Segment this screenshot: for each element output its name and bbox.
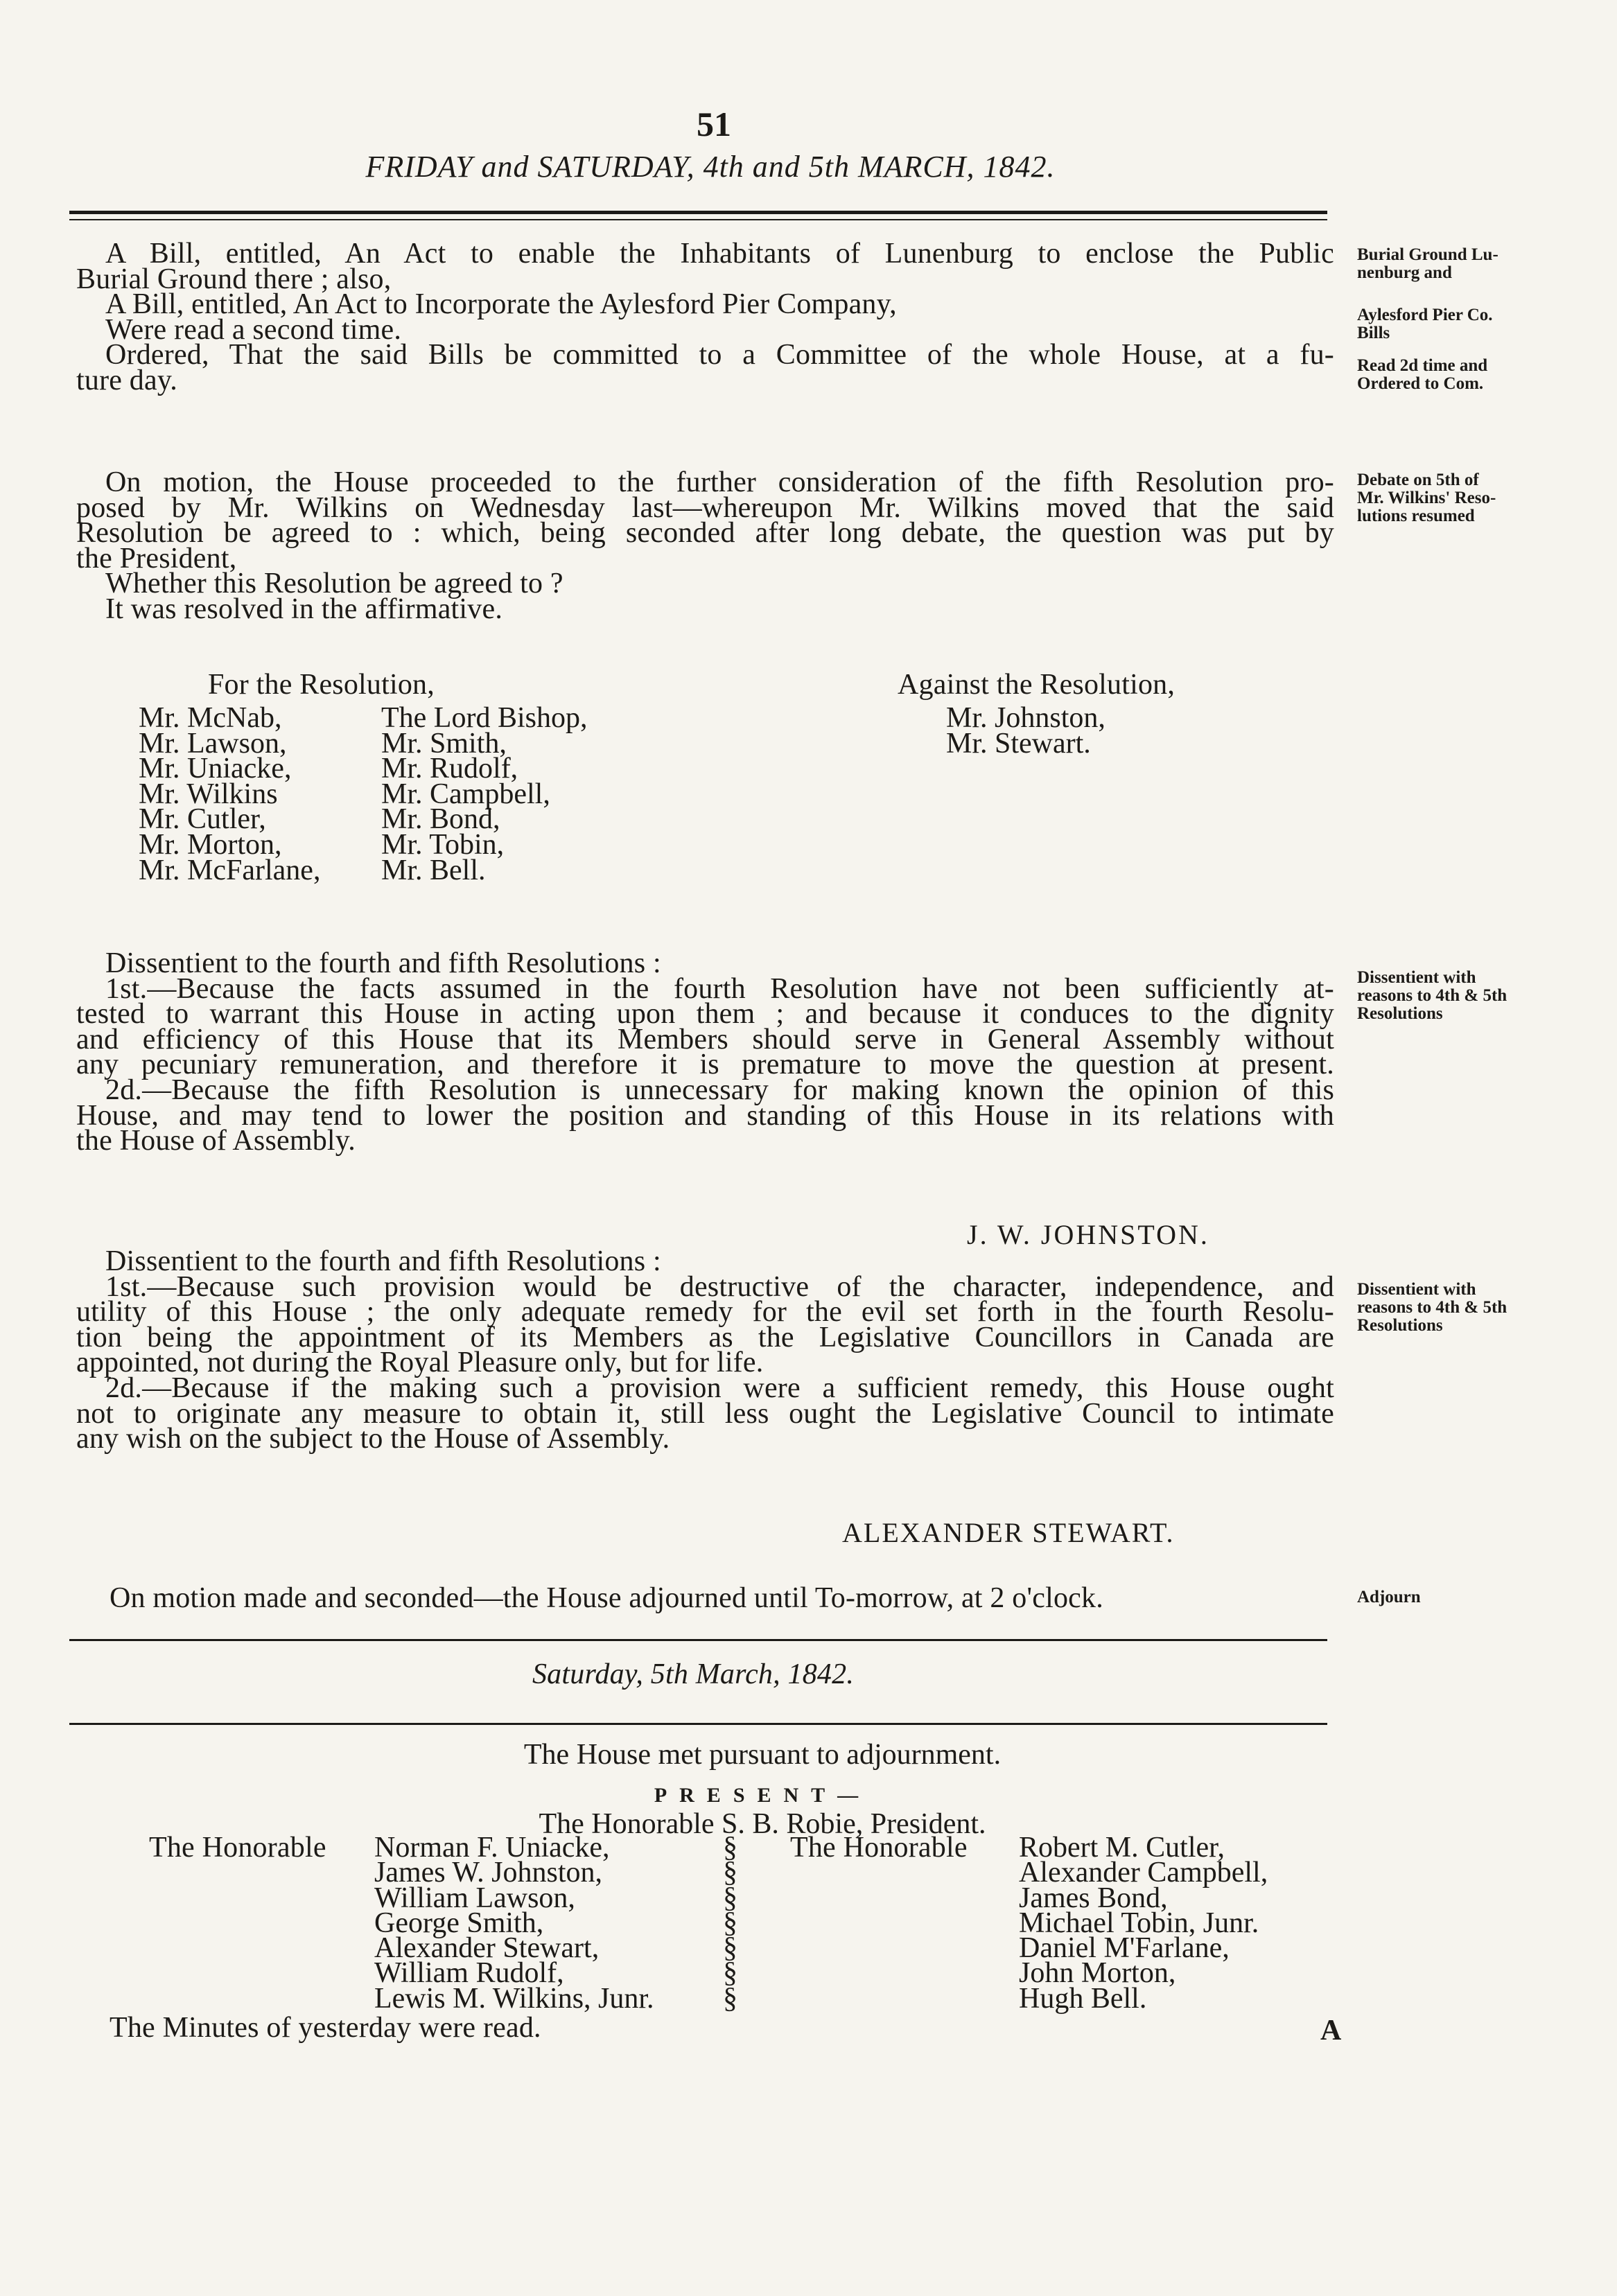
for-heading: For the Resolution, [208,669,435,701]
text-line: Dissentient to the fourth and fifth Resolutions : [105,1245,661,1277]
text-line: 2d.—Because the fifth Resolution is unnecessary for making known the opinion of this [105,1073,1334,1106]
voter-name: Mr. McFarlane, [139,854,321,886]
minutes-line: The Minutes of yesterday were read. [110,2012,541,2044]
against-heading: Against the Resolution, [898,669,1175,701]
voter-name: Mr. Cutler, [139,803,266,836]
present-label: PRESENT— [654,1784,871,1807]
voter-name: Mr. Smith, [381,727,507,760]
member-name: Daniel M'Farlane, [1019,1932,1230,1965]
voter-name: Mr. Bond, [381,803,500,836]
margin-note-dissent-a: Dissentient with reasons to 4th & 5th Resolutions [1357,968,1507,1023]
voter-name: Mr. Morton, [139,828,282,861]
text-line: the President, [76,542,237,575]
signature-stewart: ALEXANDER STEWART. [842,1517,1175,1548]
member-name: James W. Johnston, [374,1857,603,1889]
text-line: 2d.—Because if the making such a provision were a sufficient remedy, this House ought [105,1372,1334,1404]
margin-note-burial: Burial Ground Lu- nenburg and [1357,245,1498,282]
voter-name: Mr. Johnston, [946,702,1105,734]
voter-name: Mr. Campbell, [381,778,550,810]
margin-note-read2d: Read 2d time and Ordered to Com. [1357,356,1488,393]
margin-note-debate: Debate on 5th of Mr. Wilkins' Reso- lutions resumed [1357,471,1496,525]
member-name: Norman F. Uniacke, [374,1832,610,1864]
voter-name: Mr. Stewart. [946,727,1091,760]
voter-name: The Lord Bishop, [381,702,588,734]
voter-name: Mr. Lawson, [139,727,287,760]
members-right [1019,1832,1268,2015]
member-name: William Rudolf, [374,1957,564,1990]
bills-section [76,238,1334,396]
text-line: the House of Assembly. [76,1125,356,1157]
voter-name: Mr. McNab, [139,702,282,734]
text-line: Ordered, That the said Bills be committed to a Committee of the whole House, at a fu- [105,339,1334,371]
text-line: tested to warrant this House in acting upon them ; and because it conduces to the dignity [76,998,1334,1031]
member-name: Lewis M. Wilkins, Junr. [374,1982,654,2015]
voter-name: Mr. Tobin, [381,828,505,861]
text-line: and efficiency of this House that its Members should serve in General Assembly without [76,1023,1334,1055]
margin-note-dissent-b: Dissentient with reasons to 4th & 5th Resolutions [1357,1280,1507,1335]
against-list [946,702,1105,760]
text-line: posed by Mr. Wilkins on Wednesday last—whereupon Mr. Wilkins moved that the said [76,491,1334,524]
text-line: Dissentient to the fourth and fifth Resolutions : [105,947,661,979]
text-line: On motion, the House proceeded to the further consideration of the fifth Resolution pro- [105,466,1334,498]
voter-name: Mr. Bell. [381,854,486,886]
text-line: 1st.—Because such provision would be destructive of the character, independence, and [105,1270,1334,1303]
text-line: any pecuniary remuneration, and therefore it is premature to move the question at present. [76,1049,1334,1081]
member-name: James Bond, [1019,1882,1168,1914]
margin-note-adjourn: Adjourn [1357,1588,1421,1606]
text-line: Were read a second time. [105,313,402,346]
text-line: Resolution be agreed to : which, being seconded after long debate, the question was put by [76,517,1334,550]
text-line: Whether this Resolution be agreed to ? [105,568,563,600]
text-line: tion being the appointment of its Members as the Legislative Councillors in Canada are [76,1321,1334,1353]
member-name: William Lawson, [374,1882,575,1914]
text-line: 1st.—Because the facts assumed in the fourth Resolution have not been sufficiently at- [105,972,1334,1005]
house-met-line: The House met pursuant to adjournment. [523,1739,1002,1771]
header-rule [69,211,1327,214]
for-list-col2 [381,702,588,886]
text-line: A Bill, entitled, An Act to Incorporate the Aylesford Pier Company, [105,288,897,321]
section-brace-icon: § § § § § § § [723,1832,737,2015]
members-left [374,1832,654,2015]
saturday-date-heading: Saturday, 5th March, 1842. [532,1658,855,1690]
text-line: ture day. [76,364,178,396]
debate-section [76,466,1334,625]
text-line: any wish on the subject to the House of Assembly. [76,1423,670,1455]
margin-note-aylesford: Aylesford Pier Co. Bills [1357,306,1493,342]
text-line: House, and may tend to lower the position and standing of this House in its relations with [76,1099,1334,1132]
signature-johnston: J. W. JOHNSTON. [967,1219,1209,1250]
page-header: FRIDAY and SATURDAY, 4th and 5th MARCH, 1842. [365,150,1056,184]
catchword: A [1320,2015,1342,2047]
member-name: Michael Tobin, Junr. [1019,1907,1259,1939]
page-number: 51 [697,105,731,143]
president-line: The Honorable S. B. Robie, President. [539,1808,986,1840]
member-name: Alexander Stewart, [374,1932,600,1965]
for-list-col1 [139,702,321,886]
member-name: Robert M. Cutler, [1019,1832,1225,1864]
text-line: A Bill, entitled, An Act to enable the Inhabitants of Lunenburg to enclose the Public [105,238,1334,270]
text-line: appointed, not during the Royal Pleasure only, but for life. [76,1347,764,1379]
right-honorable-prefix: The Honorable [790,1832,968,1864]
voter-name: Mr. Rudolf, [381,753,518,785]
section-rule [69,1723,1327,1725]
text-line: utility of this House ; the only adequate remedy for the evil set forth in the fourth Resolu- [76,1296,1334,1329]
voter-name: Mr. Wilkins [139,778,278,810]
dissent-johnston [76,947,1334,1157]
header-rule-thin [69,219,1327,220]
adjourn-line: On motion made and seconded—the House adjourned until To-morrow, at 2 o'clock. [110,1582,1103,1614]
text-line: Burial Ground there ; also, [76,263,392,295]
member-name: John Morton, [1019,1957,1176,1990]
text-line: not to originate any measure to obtain it, still less ought the Legislative Council to intimate [76,1397,1334,1430]
section-rule [69,1639,1327,1641]
member-name: Hugh Bell. [1019,1982,1147,2015]
left-honorable-prefix: The Honorable [149,1832,326,1864]
voter-name: Mr. Uniacke, [139,753,292,785]
text-line: It was resolved in the affirmative. [105,593,503,625]
dissent-stewart [76,1245,1334,1455]
member-name: Alexander Campbell, [1019,1857,1268,1889]
member-name: George Smith, [374,1907,544,1939]
